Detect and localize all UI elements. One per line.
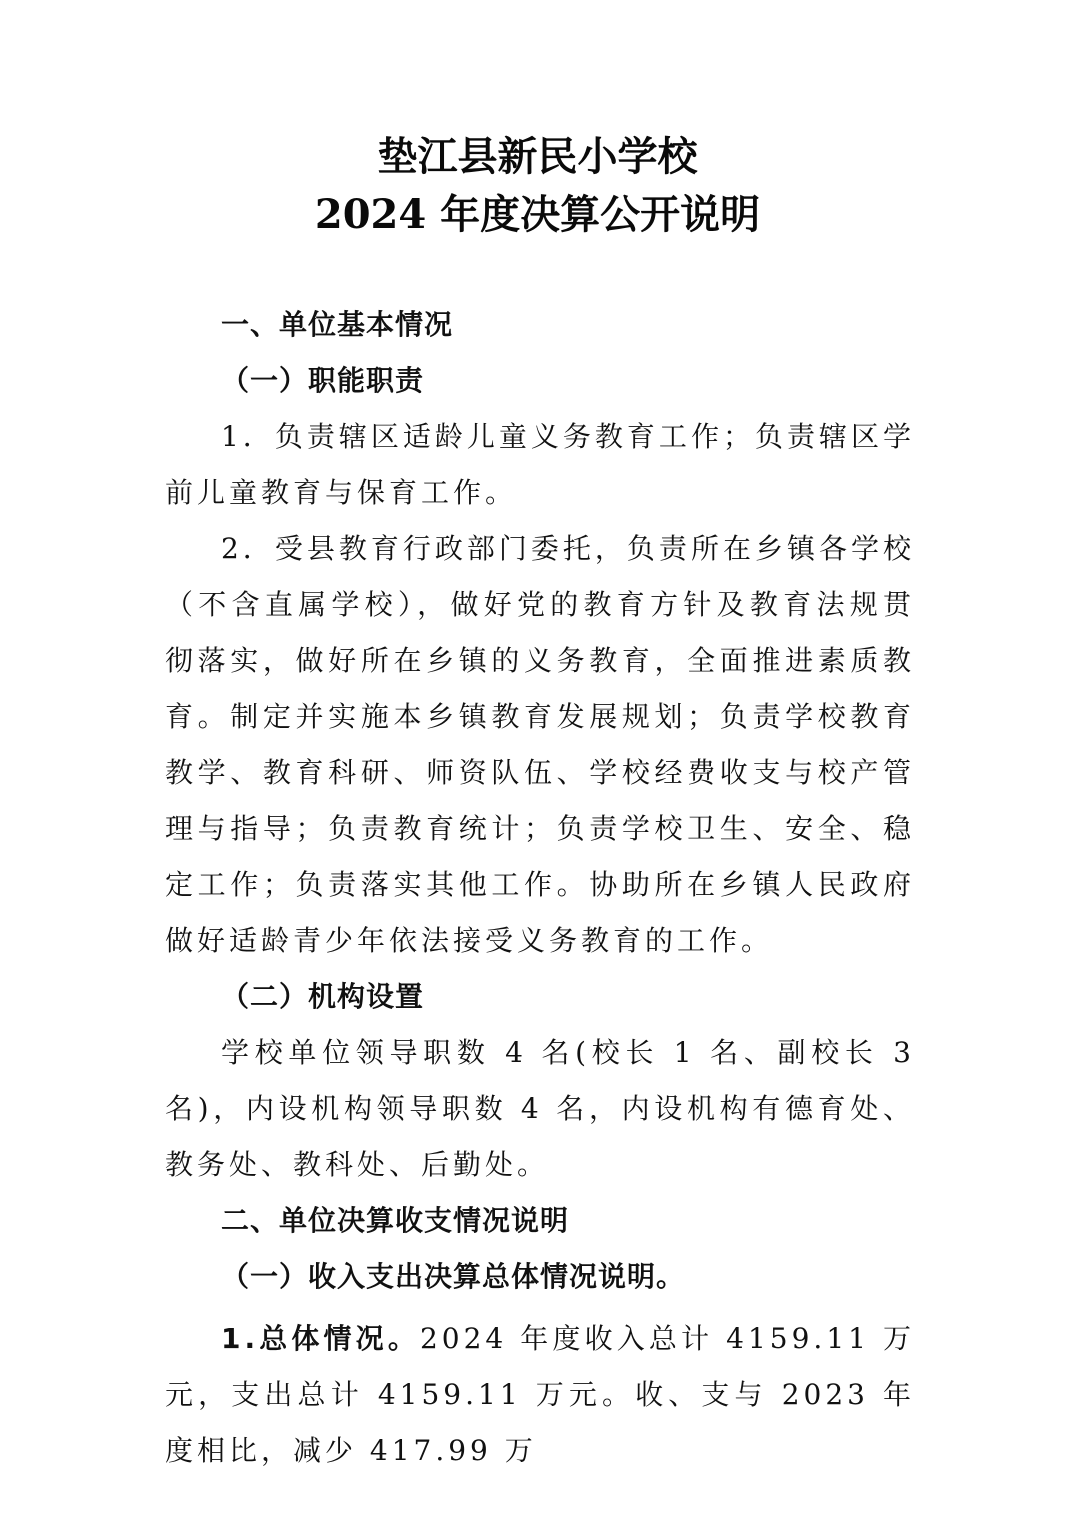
subsection-heading-structure: （二）机构设置 xyxy=(221,980,425,1013)
paragraph-overall-text: 2024 年度收入总计 4159.11 万元，支出总计 4159.11 万元。收、支与 2023 年度相比，减少 417.99 万 xyxy=(165,1322,916,1467)
paragraph-overall xyxy=(165,1311,915,1479)
document-title xyxy=(0,128,1075,244)
paragraph-duty-2: 2．受县教育行政部门委托，负责所在乡镇各学校（不含直属学校），做好党的教育方针及教育法规贯彻落实，做好所在乡镇的义务教育，全面推进素质教育。制定并实施本乡镇教育发展规划；负责学校教育教学、教育科研、师资队伍、学校经费收支与校产管理与指导；负责教育统计；负责学校卫生、安全、稳定工作；负责落实其他工作。协助所在乡镇人民政府做好适龄青少年依法接受义务教育的工作。 xyxy=(165,532,915,957)
document-body xyxy=(165,297,915,1479)
section-heading-basic-info: 一、单位基本情况 xyxy=(221,308,454,341)
paragraph-lead: 1.总体情况。 xyxy=(221,1322,420,1355)
section-heading-budget: 二、单位决算收支情况说明 xyxy=(221,1204,570,1237)
title-report-name: 2024 年度决算公开说明 xyxy=(314,191,761,238)
title-school-name: 垫江县新民小学校 xyxy=(377,133,698,180)
subsection-heading-duties: （一）职能职责 xyxy=(221,364,425,397)
subsection-heading-overall: （一）收入支出决算总体情况说明。 xyxy=(221,1260,686,1293)
paragraph-duty-1: 1．负责辖区适龄儿童义务教育工作；负责辖区学前儿童教育与保育工作。 xyxy=(165,420,915,509)
paragraph-structure: 学校单位领导职数 4 名(校长 1 名、副校长 3 名)，内设机构领导职数 4 名，内设机构有德育处、教务处、教科处、后勤处。 xyxy=(165,1036,915,1181)
